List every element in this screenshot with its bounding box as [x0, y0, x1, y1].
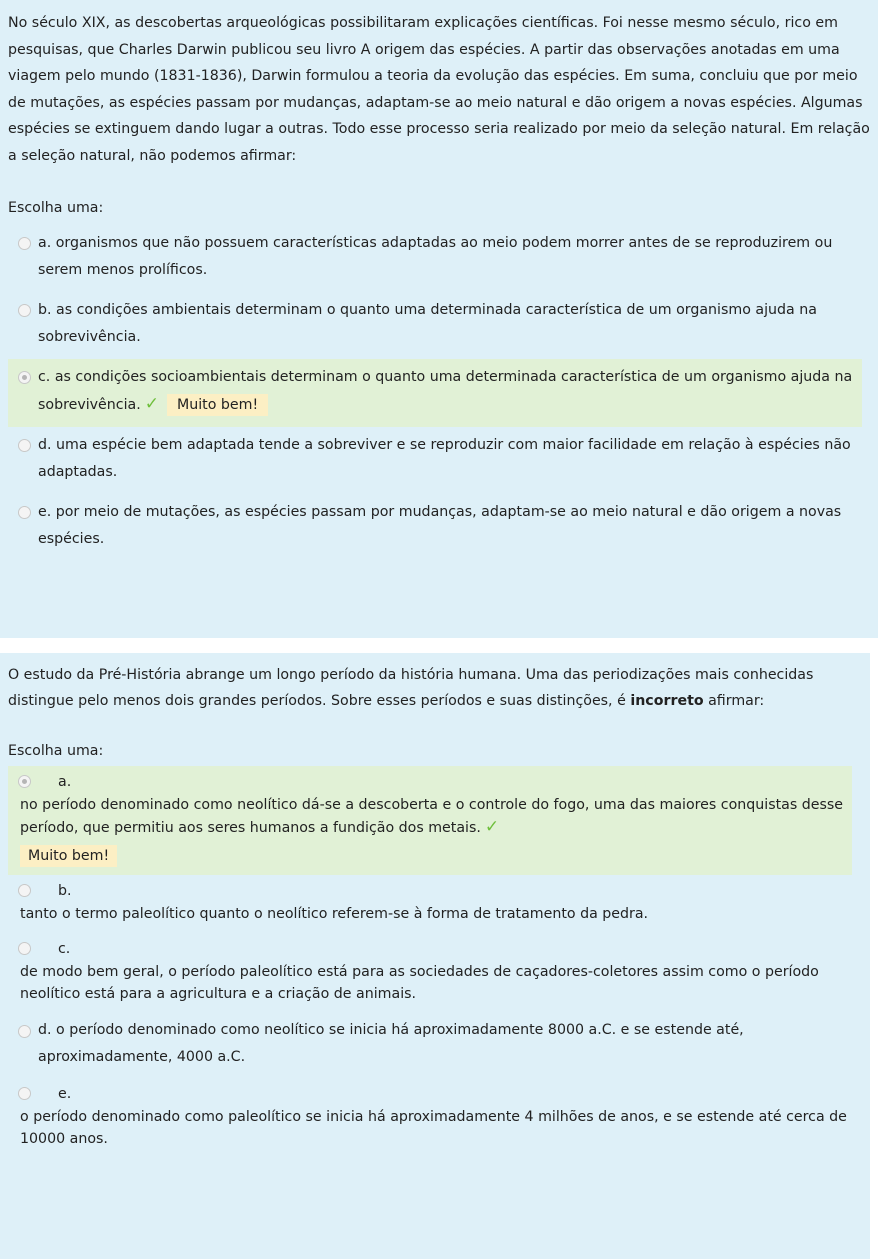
question-text	[8, 663, 862, 714]
question-emphasis: incorreto	[630, 692, 704, 709]
feedback-badge: Muito bem!	[167, 394, 268, 416]
option-letter: b.	[58, 883, 72, 899]
answer-option-a[interactable]	[8, 766, 852, 875]
answer-list	[8, 766, 862, 1158]
question-text-part: O estudo da Pré-História abrange um longo período da história humana. Uma das periodizações mais conhecidas distingue pelo menos dois grandes períodos. Sobre esses períodos e suas distinções, é	[8, 667, 814, 709]
answer-text: b. as condições ambientais determinam o quanto uma determinada característica de um organismo ajuda na sobrevivência.	[38, 302, 817, 345]
radio-icon[interactable]	[18, 884, 31, 897]
answer-text: e. por meio de mutações, as espécies passam por mudanças, adaptam-se ao meio natural e dão origem a novas espécies.	[38, 504, 842, 547]
checkmark-icon: ✓	[484, 817, 500, 837]
radio-icon[interactable]	[18, 439, 31, 452]
radio-icon[interactable]	[18, 942, 31, 955]
answer-text: c. as condições socioambientais determinam o quanto uma determinada característica de um organismo ajuda na sobrevivência.	[38, 369, 853, 413]
answer-text: no período denominado como neolítico dá-se a descoberta e o controle do fogo, uma das maiores conquistas desse período, que permitiu aos seres humanos a fundição dos metais.	[20, 797, 844, 836]
radio-icon[interactable]	[18, 775, 31, 788]
answer-text: tanto o termo paleolítico quanto o neolítico referem-se à forma de tratamento da pedra.	[20, 906, 649, 922]
answer-option-d[interactable]	[8, 1013, 862, 1078]
answer-text: a. organismos que não possuem características adaptadas ao meio podem morrer antes de se reproduzirem ou serem menos prolíficos.	[38, 235, 833, 278]
radio-icon[interactable]	[18, 371, 31, 384]
answer-option-b[interactable]	[8, 875, 862, 933]
checkmark-icon: ✓	[144, 393, 159, 414]
answer-option-c[interactable]	[8, 933, 862, 1013]
option-letter: a.	[58, 774, 72, 790]
radio-icon[interactable]	[18, 304, 31, 317]
answer-text: d. o período denominado como neolítico se inicia há aproximadamente 8000 a.C. e se estende até, aproximadamente, 4000 a.C.	[38, 1022, 744, 1065]
answer-body	[16, 794, 844, 839]
choose-prompt: Escolha uma:	[8, 200, 104, 216]
option-letter: e.	[58, 1086, 72, 1102]
radio-icon[interactable]	[18, 1025, 31, 1038]
question-2	[0, 653, 870, 1259]
question-text: No século XIX, as descobertas arqueológicas possibilitaram explicações científicas. Foi nesse mesmo século, rico em pesquisas, que Charles Darwin publicou seu livro A origem das espécies. A partir das observações anotadas em uma viagem pelo mundo (1831-1836), Darwin formulou a teoria da evolução das espécies. Em suma, concluiu que por meio de mutações, as espécies passam por mudanças, adaptam-se ao meio natural e dão origem a novas espécies. Algumas espécies se extinguem dando lugar a outras. Todo esse processo seria realizado por meio da seleção natural. Em relação a seleção natural, não podemos afirmar:	[8, 15, 870, 164]
answer-option-e[interactable]	[8, 1078, 862, 1158]
feedback-badge: Muito bem!	[20, 845, 117, 867]
answer-option-c[interactable]	[8, 359, 862, 427]
answer-option-b[interactable]	[8, 292, 870, 359]
choose-prompt: Escolha uma:	[8, 743, 104, 759]
answer-option-d[interactable]	[8, 427, 870, 494]
option-letter: c.	[58, 941, 71, 957]
answer-option-a[interactable]	[8, 225, 870, 292]
question-text-part: afirmar:	[708, 692, 765, 709]
radio-icon[interactable]	[18, 506, 31, 519]
answer-option-e[interactable]	[8, 494, 870, 561]
radio-icon[interactable]	[18, 1087, 31, 1100]
answer-text: o período denominado como paleolítico se inicia há aproximadamente 4 milhões de anos, e se estende até cerca de 10000 anos.	[20, 1109, 847, 1147]
answer-list	[8, 225, 870, 561]
answer-text: d. uma espécie bem adaptada tende a sobreviver e se reproduzir com maior facilidade em relação à espécies não adaptadas.	[38, 437, 851, 480]
radio-icon[interactable]	[18, 237, 31, 250]
answer-text: de modo bem geral, o período paleolítico está para as sociedades de caçadores-coletores assim como o período neolítico está para a agricultura e a criação de animais.	[20, 964, 819, 1002]
